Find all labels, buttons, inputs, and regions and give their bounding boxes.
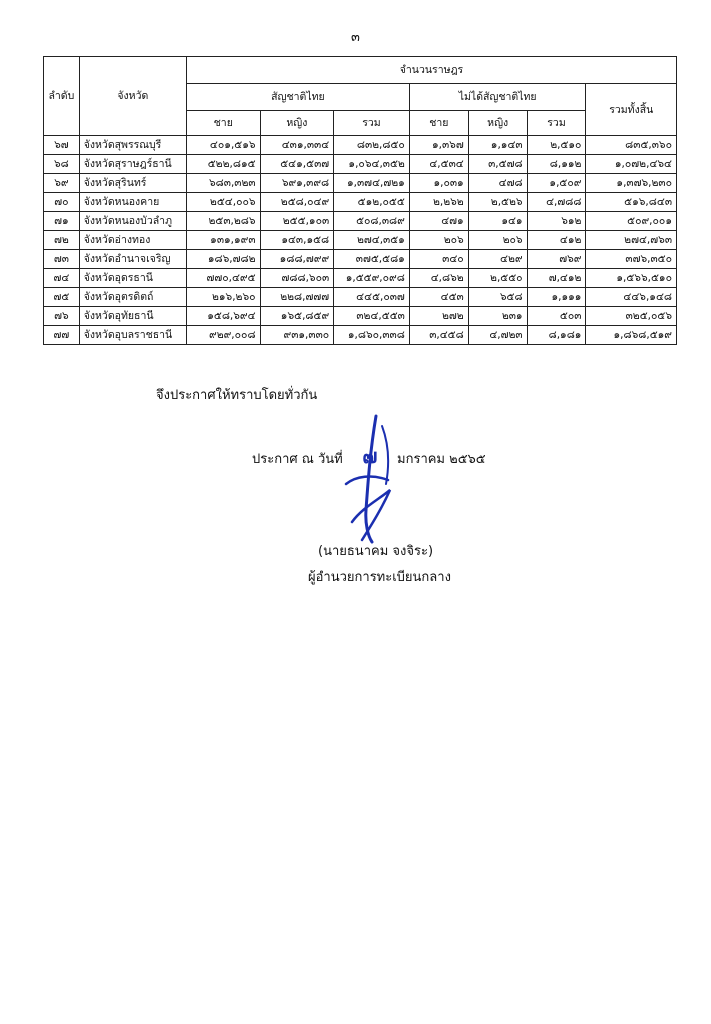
- row-number-cell: ๖๙: [44, 174, 80, 193]
- thai-total-cell: ๕๑๒,๐๕๕: [334, 193, 410, 212]
- nonthai-female-cell: ๑,๑๔๓: [468, 136, 527, 155]
- thai-total-cell: ๒๗๔,๓๕๑: [334, 231, 410, 250]
- thai-male-cell: ๑๕๘,๖๙๔: [186, 307, 260, 326]
- thai-total-cell: ๑,๕๕๙,๐๙๘: [334, 269, 410, 288]
- nonthai-male-cell: ๑,๐๓๑: [409, 174, 468, 193]
- header-nonthai-female: หญิง: [468, 111, 527, 136]
- notice-text: จึงประกาศให้ทราบโดยทั่วกัน: [156, 388, 318, 403]
- thai-total-cell: ๘๓๒,๘๕๐: [334, 136, 410, 155]
- header-non-thai-nationality: ไม่ได้สัญชาติไทย: [409, 84, 586, 111]
- nonthai-total-cell: ๑,๕๐๙: [527, 174, 586, 193]
- handwritten-signature: [332, 412, 412, 552]
- nonthai-total-cell: ๕๐๓: [527, 307, 586, 326]
- grand-total-cell: ๓๒๕,๐๕๖: [586, 307, 677, 326]
- table-row: [44, 231, 677, 250]
- row-number-cell: ๗๕: [44, 288, 80, 307]
- province-name-cell: จังหวัดหนองคาย: [79, 193, 186, 212]
- table-row: [44, 193, 677, 212]
- thai-total-cell: ๑,๘๖๐,๓๓๘: [334, 326, 410, 345]
- nonthai-total-cell: ๗,๔๑๒: [527, 269, 586, 288]
- nonthai-total-cell: ๑,๑๑๑: [527, 288, 586, 307]
- province-name-cell: จังหวัดสุรินทร์: [79, 174, 186, 193]
- province-name-cell: จังหวัดอำนาจเจริญ: [79, 250, 186, 269]
- nonthai-female-cell: ๒,๕๕๐: [468, 269, 527, 288]
- thai-female-cell: ๒๕๘,๐๔๙: [260, 193, 334, 212]
- thai-female-cell: ๑๔๓,๑๕๘: [260, 231, 334, 250]
- thai-female-cell: ๒๒๘,๗๗๗: [260, 288, 334, 307]
- nonthai-total-cell: ๔๑๒: [527, 231, 586, 250]
- population-table: [43, 56, 677, 345]
- grand-total-cell: ๒๗๔,๗๖๓: [586, 231, 677, 250]
- date-prefix: ประกาศ ณ วันที่: [252, 452, 343, 467]
- row-number-cell: ๖๘: [44, 155, 80, 174]
- row-number-cell: ๗๗: [44, 326, 80, 345]
- thai-total-cell: ๑,๓๗๔,๗๒๑: [334, 174, 410, 193]
- thai-female-cell: ๔๓๑,๓๓๔: [260, 136, 334, 155]
- grand-total-cell: ๑,๐๗๒,๔๖๔: [586, 155, 677, 174]
- grand-total-cell: ๕๐๙,๐๐๑: [586, 212, 677, 231]
- row-number-cell: ๗๓: [44, 250, 80, 269]
- province-name-cell: จังหวัดอุตรดิตถ์: [79, 288, 186, 307]
- row-number-cell: ๗๐: [44, 193, 80, 212]
- thai-female-cell: ๑๘๘,๗๙๙: [260, 250, 334, 269]
- thai-total-cell: ๔๔๕,๐๓๗: [334, 288, 410, 307]
- row-number-cell: ๗๔: [44, 269, 80, 288]
- nonthai-total-cell: ๒,๕๑๐: [527, 136, 586, 155]
- province-name-cell: จังหวัดอุทัยธานี: [79, 307, 186, 326]
- thai-male-cell: ๑๘๖,๗๘๒: [186, 250, 260, 269]
- thai-female-cell: ๑๖๕,๘๕๙: [260, 307, 334, 326]
- nonthai-male-cell: ๔๗๑: [409, 212, 468, 231]
- province-name-cell: จังหวัดสุพรรณบุรี: [79, 136, 186, 155]
- header-order: ลำดับ: [44, 57, 80, 136]
- date-day: ๗: [362, 444, 378, 468]
- header-thai-female: หญิง: [260, 111, 334, 136]
- nonthai-female-cell: ๔,๗๒๓: [468, 326, 527, 345]
- nonthai-male-cell: ๒,๒๖๒: [409, 193, 468, 212]
- thai-male-cell: ๒๕๔,๐๐๖: [186, 193, 260, 212]
- header-population: จำนวนราษฎร: [186, 57, 676, 84]
- thai-female-cell: ๒๕๕,๑๐๓: [260, 212, 334, 231]
- grand-total-cell: ๕๑๖,๘๔๓: [586, 193, 677, 212]
- thai-total-cell: ๓๗๕,๕๘๑: [334, 250, 410, 269]
- thai-total-cell: ๕๐๘,๓๘๙: [334, 212, 410, 231]
- table-row: [44, 307, 677, 326]
- province-name-cell: จังหวัดสุราษฎร์ธานี: [79, 155, 186, 174]
- header-thai-male: ชาย: [186, 111, 260, 136]
- table-row: [44, 288, 677, 307]
- grand-total-cell: ๔๔๖,๑๔๘: [586, 288, 677, 307]
- row-number-cell: ๗๑: [44, 212, 80, 231]
- thai-male-cell: ๕๒๒,๘๑๕: [186, 155, 260, 174]
- nonthai-male-cell: ๒๐๖: [409, 231, 468, 250]
- row-number-cell: ๖๗: [44, 136, 80, 155]
- thai-male-cell: ๙๒๙,๐๐๘: [186, 326, 260, 345]
- nonthai-female-cell: ๒๓๑: [468, 307, 527, 326]
- grand-total-cell: ๑,๕๖๖,๕๑๐: [586, 269, 677, 288]
- nonthai-female-cell: ๒,๕๒๖: [468, 193, 527, 212]
- row-number-cell: ๗๖: [44, 307, 80, 326]
- nonthai-male-cell: ๑,๓๖๗: [409, 136, 468, 155]
- thai-total-cell: ๓๒๔,๕๕๓: [334, 307, 410, 326]
- table-body: [44, 136, 677, 345]
- thai-male-cell: ๒๕๓,๒๘๖: [186, 212, 260, 231]
- header-grand-total: รวมทั้งสิ้น: [586, 84, 677, 136]
- header-province: จังหวัด: [79, 57, 186, 136]
- province-name-cell: จังหวัดอุบลราชธานี: [79, 326, 186, 345]
- thai-male-cell: ๒๑๖,๒๖๐: [186, 288, 260, 307]
- nonthai-female-cell: ๖๕๘: [468, 288, 527, 307]
- thai-male-cell: ๔๐๑,๕๑๖: [186, 136, 260, 155]
- nonthai-total-cell: ๘,๑๑๒: [527, 155, 586, 174]
- page-number: ๓: [351, 30, 360, 45]
- header-nonthai-total: รวม: [527, 111, 586, 136]
- nonthai-total-cell: ๔,๗๘๘: [527, 193, 586, 212]
- thai-male-cell: ๑๓๑,๑๙๓: [186, 231, 260, 250]
- signer-name: (นายธนาคม จงจิระ): [318, 544, 434, 559]
- table-row: [44, 326, 677, 345]
- table-row: [44, 136, 677, 155]
- header-thai-total: รวม: [334, 111, 410, 136]
- thai-female-cell: ๖๙๑,๓๙๘: [260, 174, 334, 193]
- nonthai-female-cell: ๓,๕๗๘: [468, 155, 527, 174]
- nonthai-male-cell: ๓,๔๕๘: [409, 326, 468, 345]
- thai-total-cell: ๑,๐๖๔,๓๕๒: [334, 155, 410, 174]
- header-thai-nationality: สัญชาติไทย: [186, 84, 409, 111]
- table-row: [44, 212, 677, 231]
- nonthai-male-cell: ๔,๘๖๒: [409, 269, 468, 288]
- nonthai-male-cell: ๔,๕๓๔: [409, 155, 468, 174]
- nonthai-male-cell: ๔๕๓: [409, 288, 468, 307]
- table-row: [44, 155, 677, 174]
- nonthai-female-cell: ๔๗๘: [468, 174, 527, 193]
- thai-male-cell: ๖๘๓,๓๒๓: [186, 174, 260, 193]
- province-name-cell: จังหวัดหนองบัวลำภู: [79, 212, 186, 231]
- nonthai-female-cell: ๒๐๖: [468, 231, 527, 250]
- province-name-cell: จังหวัดอ่างทอง: [79, 231, 186, 250]
- header-nonthai-male: ชาย: [409, 111, 468, 136]
- nonthai-male-cell: ๓๔๐: [409, 250, 468, 269]
- thai-male-cell: ๗๗๐,๔๙๕: [186, 269, 260, 288]
- signer-position: ผู้อำนวยการทะเบียนกลาง: [308, 570, 451, 585]
- grand-total-cell: ๑,๓๗๖,๒๓๐: [586, 174, 677, 193]
- nonthai-total-cell: ๘,๑๘๑: [527, 326, 586, 345]
- grand-total-cell: ๑,๘๖๘,๕๑๙: [586, 326, 677, 345]
- grand-total-cell: ๘๓๕,๓๖๐: [586, 136, 677, 155]
- thai-female-cell: ๗๘๘,๖๐๓: [260, 269, 334, 288]
- grand-total-cell: ๓๗๖,๓๕๐: [586, 250, 677, 269]
- table-row: [44, 250, 677, 269]
- row-number-cell: ๗๒: [44, 231, 80, 250]
- thai-female-cell: ๕๔๑,๕๓๗: [260, 155, 334, 174]
- table-row: [44, 269, 677, 288]
- thai-female-cell: ๙๓๑,๓๓๐: [260, 326, 334, 345]
- nonthai-female-cell: ๔๒๙: [468, 250, 527, 269]
- nonthai-total-cell: ๖๑๒: [527, 212, 586, 231]
- table-row: [44, 174, 677, 193]
- province-name-cell: จังหวัดอุดรธานี: [79, 269, 186, 288]
- nonthai-total-cell: ๗๖๙: [527, 250, 586, 269]
- nonthai-male-cell: ๒๗๒: [409, 307, 468, 326]
- nonthai-female-cell: ๑๔๑: [468, 212, 527, 231]
- date-month-year: มกราคม ๒๕๖๕: [397, 452, 486, 467]
